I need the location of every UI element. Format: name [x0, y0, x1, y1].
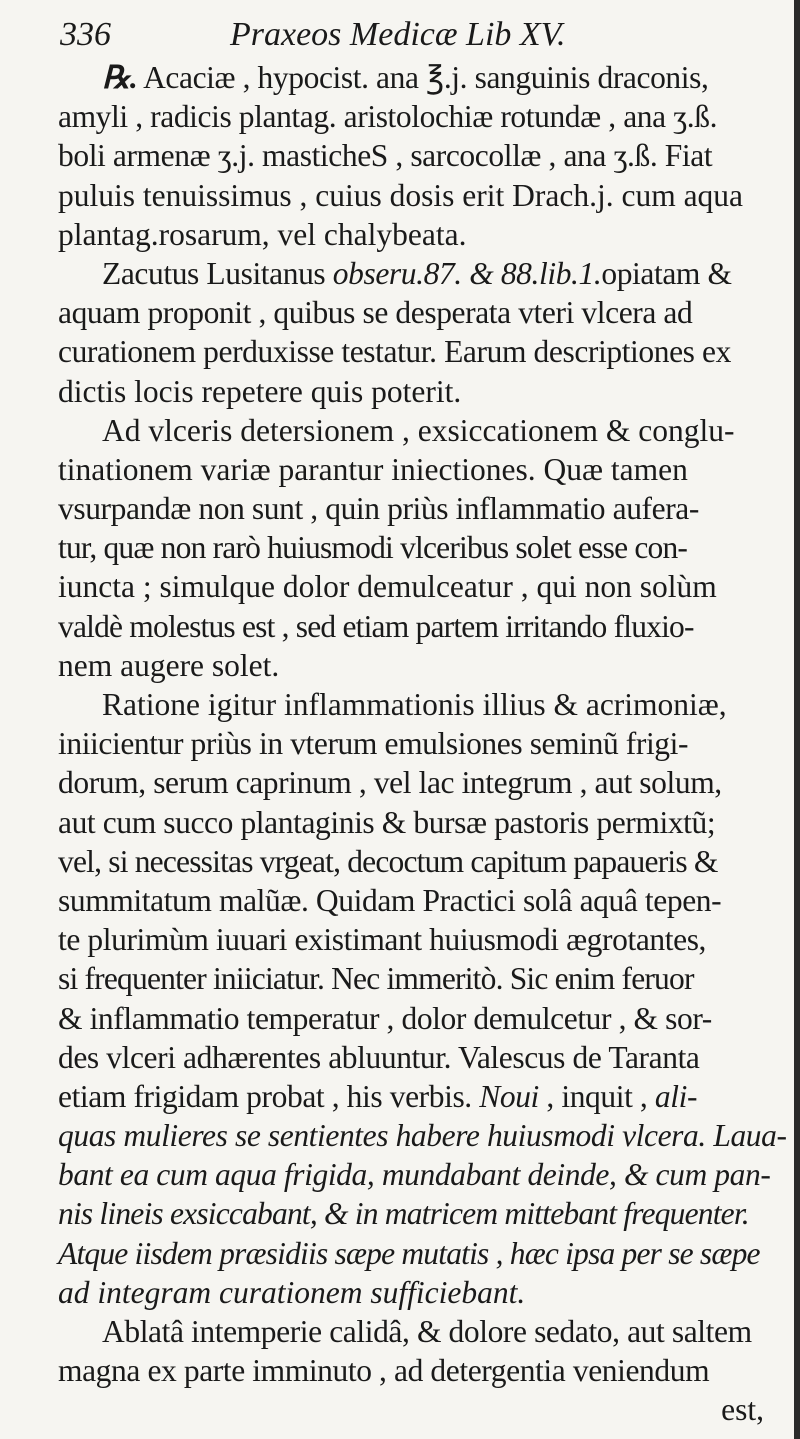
- text-line: Ad vlceris detersionem , exsiccationem & conglu-: [102, 412, 735, 448]
- quote-line: quas mulieres se sentientes habere huiusmodi vlcera. Laua-: [58, 1118, 787, 1154]
- text-line: puluis tenuissimus , cuius dosis erit Drach.j. cum aqua: [58, 177, 744, 213]
- page-body: [58, 58, 787, 1430]
- text-line: vsurpandæ non sunt , quin priùs inflammatio aufera-: [58, 491, 699, 527]
- running-title: Praxeos Medicæ Lib XV.: [230, 16, 566, 53]
- quote-line: ad integram curationem sufficiebant.: [58, 1274, 526, 1310]
- page-header: [60, 10, 660, 60]
- text-line: vel, si necessitas vrgeat, decoctum capitum papaueris &: [58, 843, 718, 879]
- quote-start: Noui: [479, 1078, 539, 1114]
- paragraph-prescription: [58, 58, 778, 254]
- catchword: est,: [721, 1392, 764, 1428]
- text-line: iniicientur priùs in vterum emulsiones seminũ frigi-: [58, 726, 689, 762]
- quote-line: nis lineis exsiccabant, & in matricem mittebant frequenter.: [58, 1196, 749, 1232]
- citation: obseru.87. & 88.lib.1.: [332, 255, 602, 291]
- text-line: & inflammatio temperatur , dolor demulcetur , & sor-: [58, 1000, 712, 1036]
- text-line: Ablatâ intemperie calidâ, & dolore sedato, aut saltem: [102, 1314, 752, 1349]
- text-line: iuncta ; simulque dolor demulceatur , qui non solùm: [58, 569, 717, 605]
- quote-line: bant ea cum aqua frigida, mundabant deinde, & cum pan-: [58, 1157, 771, 1193]
- text-line: nem augere solet.: [58, 647, 280, 683]
- text-line: des vlceri adhærentes abluuntur. Valescus de Taranta: [58, 1039, 700, 1075]
- text-line: etiam frigidam probat , his verbis. Noui , inquit , ali-: [58, 1078, 698, 1114]
- text-line: summitatum malũæ. Quidam Practici solâ aquâ tepen-: [58, 882, 722, 918]
- text-line: magna ex parte imminuto , ad detergentia veniendum: [58, 1353, 710, 1389]
- paragraph-zacutus: [58, 254, 778, 411]
- quote-line: Atque iisdem præsidiis sæpe mutatis , hæc ipsa per se sæpe: [58, 1235, 760, 1271]
- text-line: te plurimùm iuuari existimant huiusmodi ægrotantes,: [58, 922, 707, 958]
- paragraph-inflammation: [58, 685, 787, 1312]
- text-line: aquam proponit , quibus se desperata vteri vlcera ad: [58, 295, 693, 331]
- text-line: aut cum succo plantaginis & bursæ pastoris permixtũ;: [58, 804, 716, 840]
- text-line: dictis locis repetere quis poterit.: [58, 373, 462, 409]
- text-line: valdè molestus est , sed etiam partem irritando fluxio-: [58, 608, 694, 644]
- text-line: tur, quæ non rarò huiusmodi vlceribus solet esse con-: [58, 530, 688, 566]
- text-line: dorum, serum caprinum , vel lac integrum , aut solum,: [58, 765, 722, 801]
- paragraph-ablata: [58, 1312, 778, 1430]
- page-number: 336: [60, 16, 111, 53]
- paragraph-detersion: [58, 411, 778, 685]
- text-line: si frequenter iniiciatur. Nec immeritò. Sic enim feruor: [58, 961, 694, 997]
- text-line: ℞. Acaciæ , hypocist. ana ℥.j. sanguinis draconis,: [102, 60, 709, 95]
- text-line: amyli , radicis plantag. aristolochiæ rotundæ , ana ʒ.ß.: [58, 99, 718, 135]
- text-line: Zacutus Lusitanus obseru.87. & 88.lib.1.opiatam &: [102, 255, 732, 291]
- text-line: curationem perduxisse testatur. Earum descriptiones ex: [58, 334, 731, 370]
- text-line: boli armenæ ʒ.j. masticheS , sarcocollæ , ana ʒ.ß. Fiat: [58, 138, 713, 174]
- text-line: tinationem variæ parantur iniectiones. Quæ tamen: [58, 451, 688, 487]
- recipe-symbol: ℞.: [102, 60, 138, 95]
- text-line: Ratione igitur inflammationis illius & acrimoniæ,: [102, 687, 727, 722]
- text-line: plantag.rosarum, vel chalybeata.: [58, 216, 467, 252]
